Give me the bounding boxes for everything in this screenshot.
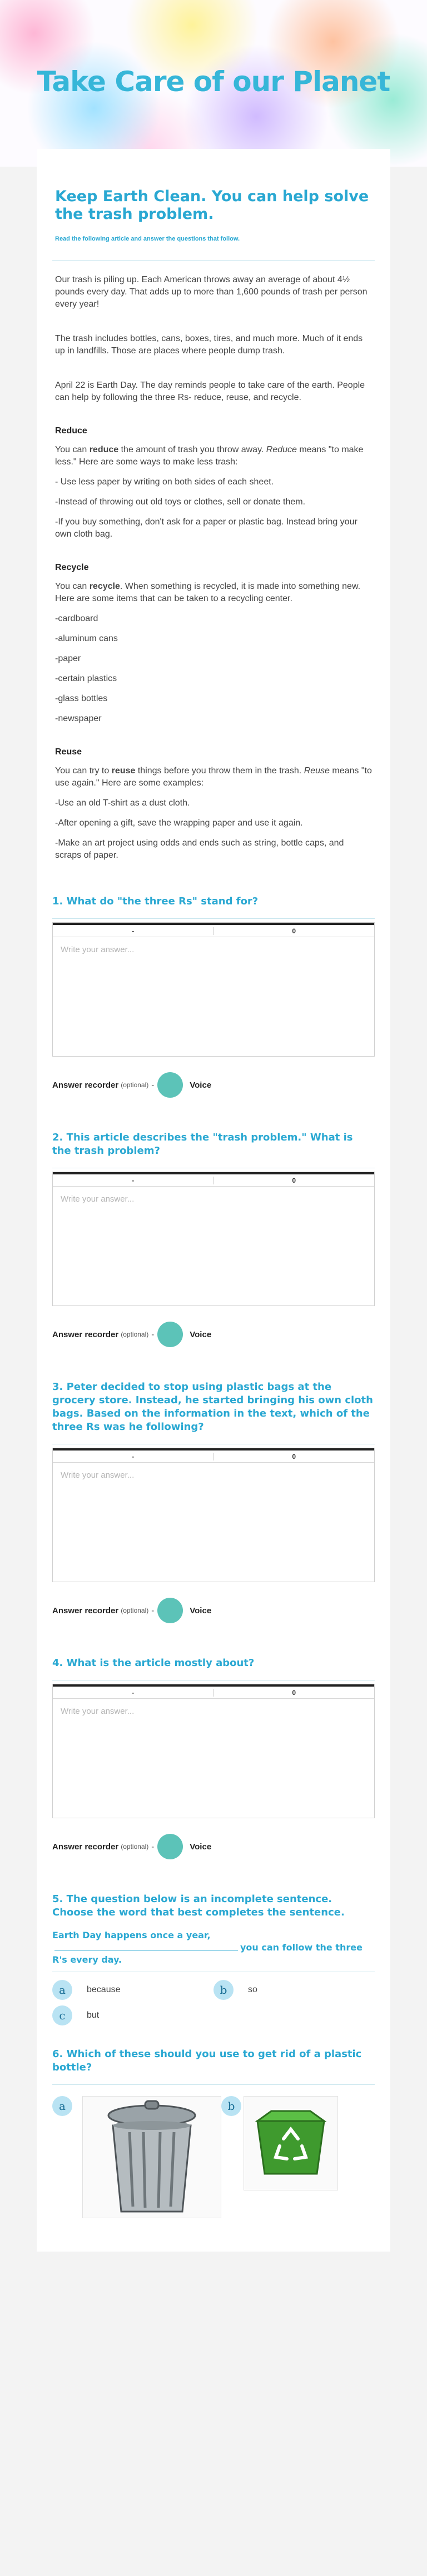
recorder-label: Answer recorder xyxy=(52,1329,119,1339)
question-1 xyxy=(52,895,375,1098)
editor-toolbar xyxy=(53,1448,374,1463)
list-item: -Make an art project using odds and ends such as string, bottle caps, and scraps of paper. xyxy=(55,838,344,860)
question-6 xyxy=(52,2048,375,2218)
option-letter-badge: a xyxy=(52,2096,72,2116)
list-item: -aluminum cans xyxy=(55,634,118,643)
recycling-bin-icon xyxy=(249,2104,332,2182)
article-paragraph: Our trash is piling up. Each American throws away an average of about 4½ pounds every day. That adds up to more than 1,600 pounds of trash per person every year! xyxy=(55,275,368,309)
answer-editor xyxy=(52,922,375,1057)
answer-recorder xyxy=(52,1834,375,1859)
choice-option-a[interactable] xyxy=(52,1980,214,2000)
toolbar-counter: 0 xyxy=(292,927,296,935)
answer-recorder xyxy=(52,1322,375,1347)
list-item: - Use less paper by writing on both sides of each sheet. xyxy=(55,477,274,487)
divider xyxy=(52,260,375,261)
answer-input[interactable] xyxy=(53,1699,374,1818)
list-item: -Use an old T-shirt as a dust cloth. xyxy=(55,798,190,808)
question-title: 6. Which of these should you use to get rid of a plastic bottle? xyxy=(52,2048,362,2073)
answer-input[interactable] xyxy=(53,937,374,1056)
record-voice-button[interactable] xyxy=(157,1072,183,1098)
option-letter-badge: b xyxy=(214,1980,234,2000)
section-heading-reduce: Reduce xyxy=(55,426,87,436)
answer-editor xyxy=(52,1684,375,1818)
option-letter-badge: c xyxy=(52,2005,72,2025)
list-item: -After opening a gift, save the wrapping paper and use it again. xyxy=(55,818,303,828)
recorder-optional: (optional) xyxy=(121,1330,149,1338)
toolbar-minus-button[interactable]: - xyxy=(132,1452,135,1460)
option-label: but xyxy=(87,2010,100,2020)
incomplete-sentence: Earth Day happens once a year,you can follow the three R's every day. xyxy=(52,1930,363,1965)
editor-toolbar xyxy=(53,923,374,937)
sentence-blank xyxy=(54,1942,238,1950)
option-image xyxy=(82,2096,221,2218)
toolbar-minus-button[interactable]: - xyxy=(132,927,135,935)
answer-editor xyxy=(52,1172,375,1306)
question-title: 4. What is the article mostly about? xyxy=(52,1657,255,1669)
question-title: 5. The question below is an incomplete sentence. Choose the word that best completes the sentence. xyxy=(52,1893,345,1918)
list-item: -If you buy something, don't ask for a paper or plastic bag. Instead bring your own cloth bag. xyxy=(55,517,358,539)
intro-subtitle: Read the following article and answer the questions that follow. xyxy=(55,236,240,242)
choice-option-c[interactable] xyxy=(52,2005,230,2025)
list-item: -newspaper xyxy=(55,714,102,723)
voice-label: Voice xyxy=(190,1080,212,1090)
question-2 xyxy=(52,1131,375,1347)
article-paragraph: You can try to reuse things before you throw them in the trash. Reuse means "to use again." Here are some examples: xyxy=(55,766,372,788)
divider xyxy=(52,2084,375,2085)
question-title: 2. This article describes the "trash problem." What is the trash problem? xyxy=(52,1132,353,1157)
option-image xyxy=(244,2096,338,2190)
option-letter-badge: b xyxy=(221,2096,241,2116)
editor-toolbar xyxy=(53,1172,374,1187)
section-heading-reuse: Reuse xyxy=(55,747,82,757)
question-title: 1. What do "the three Rs" stand for? xyxy=(52,896,259,907)
header-banner xyxy=(0,0,427,167)
question-5 xyxy=(52,1893,375,2025)
image-choice-option-b[interactable] xyxy=(221,2096,375,2218)
editor-toolbar xyxy=(53,1684,374,1699)
option-label: because xyxy=(87,1985,121,1994)
recorder-dash: - xyxy=(151,1329,155,1339)
trash-can-icon xyxy=(96,2098,207,2217)
toolbar-counter: 0 xyxy=(292,1688,296,1697)
option-letter-badge: a xyxy=(52,1980,72,2000)
answer-editor xyxy=(52,1448,375,1582)
section-heading-recycle: Recycle xyxy=(55,563,89,572)
page-title: Take Care of our Planet xyxy=(37,66,390,98)
recorder-optional: (optional) xyxy=(121,1843,149,1850)
worksheet-card xyxy=(37,149,390,2252)
recorder-optional: (optional) xyxy=(121,1607,149,1614)
toolbar-minus-button[interactable]: - xyxy=(132,1176,135,1184)
list-item: -certain plastics xyxy=(55,674,117,683)
voice-label: Voice xyxy=(190,1605,212,1615)
image-choice-options xyxy=(52,2096,375,2218)
intro-title: Keep Earth Clean. You can help solve the trash problem. xyxy=(55,188,369,223)
list-item: -cardboard xyxy=(55,614,98,623)
voice-label: Voice xyxy=(190,1329,212,1339)
list-item: -glass bottles xyxy=(55,694,108,703)
question-3 xyxy=(52,1380,375,1623)
list-item: -Instead of throwing out old toys or clothes, sell or donate them. xyxy=(55,497,306,507)
toolbar-counter: 0 xyxy=(292,1452,296,1460)
answer-input[interactable] xyxy=(53,1463,374,1582)
article-paragraph: April 22 is Earth Day. The day reminds people to take care of the earth. People can help by following the three Rs- reduce, reuse, and recycle. xyxy=(55,381,365,402)
recorder-label: Answer recorder xyxy=(52,1842,119,1852)
toolbar-counter: 0 xyxy=(292,1176,296,1184)
article-paragraph: The trash includes bottles, cans, boxes, tires, and much more. Much of it ends up in landfills. Those are places where people dump trash. xyxy=(55,334,363,356)
voice-label: Voice xyxy=(190,1842,212,1852)
choice-option-b[interactable] xyxy=(214,1980,375,2000)
recorder-dash: - xyxy=(151,1080,155,1090)
divider xyxy=(52,918,375,919)
answer-input[interactable] xyxy=(53,1187,374,1305)
recorder-label: Answer recorder xyxy=(52,1080,119,1090)
list-item: -paper xyxy=(55,654,81,663)
record-voice-button[interactable] xyxy=(157,1322,183,1347)
recorder-optional: (optional) xyxy=(121,1081,149,1089)
article xyxy=(52,274,375,862)
recorder-dash: - xyxy=(151,1605,155,1615)
toolbar-minus-button[interactable]: - xyxy=(132,1688,135,1697)
image-choice-option-a[interactable] xyxy=(52,2096,221,2218)
record-voice-button[interactable] xyxy=(157,1834,183,1859)
choice-options xyxy=(52,1980,375,2025)
article-paragraph: You can recycle. When something is recycled, it is made into something new. Here are some items that can be taken to a recycling center. xyxy=(55,582,361,603)
recorder-label: Answer recorder xyxy=(52,1605,119,1615)
record-voice-button[interactable] xyxy=(157,1598,183,1623)
question-4 xyxy=(52,1657,375,1859)
article-paragraph: You can reduce the amount of trash you throw away. Reduce means "to make less." Here are some ways to make less trash: xyxy=(55,445,364,467)
question-title: 3. Peter decided to stop using plastic bags at the grocery store. Instead, he started bringing his own cloth bags. Based on the information in the text, which of the three Rs was he following? xyxy=(52,1381,373,1433)
answer-recorder xyxy=(52,1598,375,1623)
option-label: so xyxy=(248,1985,257,1994)
answer-recorder xyxy=(52,1072,375,1098)
recorder-dash: - xyxy=(151,1842,155,1852)
